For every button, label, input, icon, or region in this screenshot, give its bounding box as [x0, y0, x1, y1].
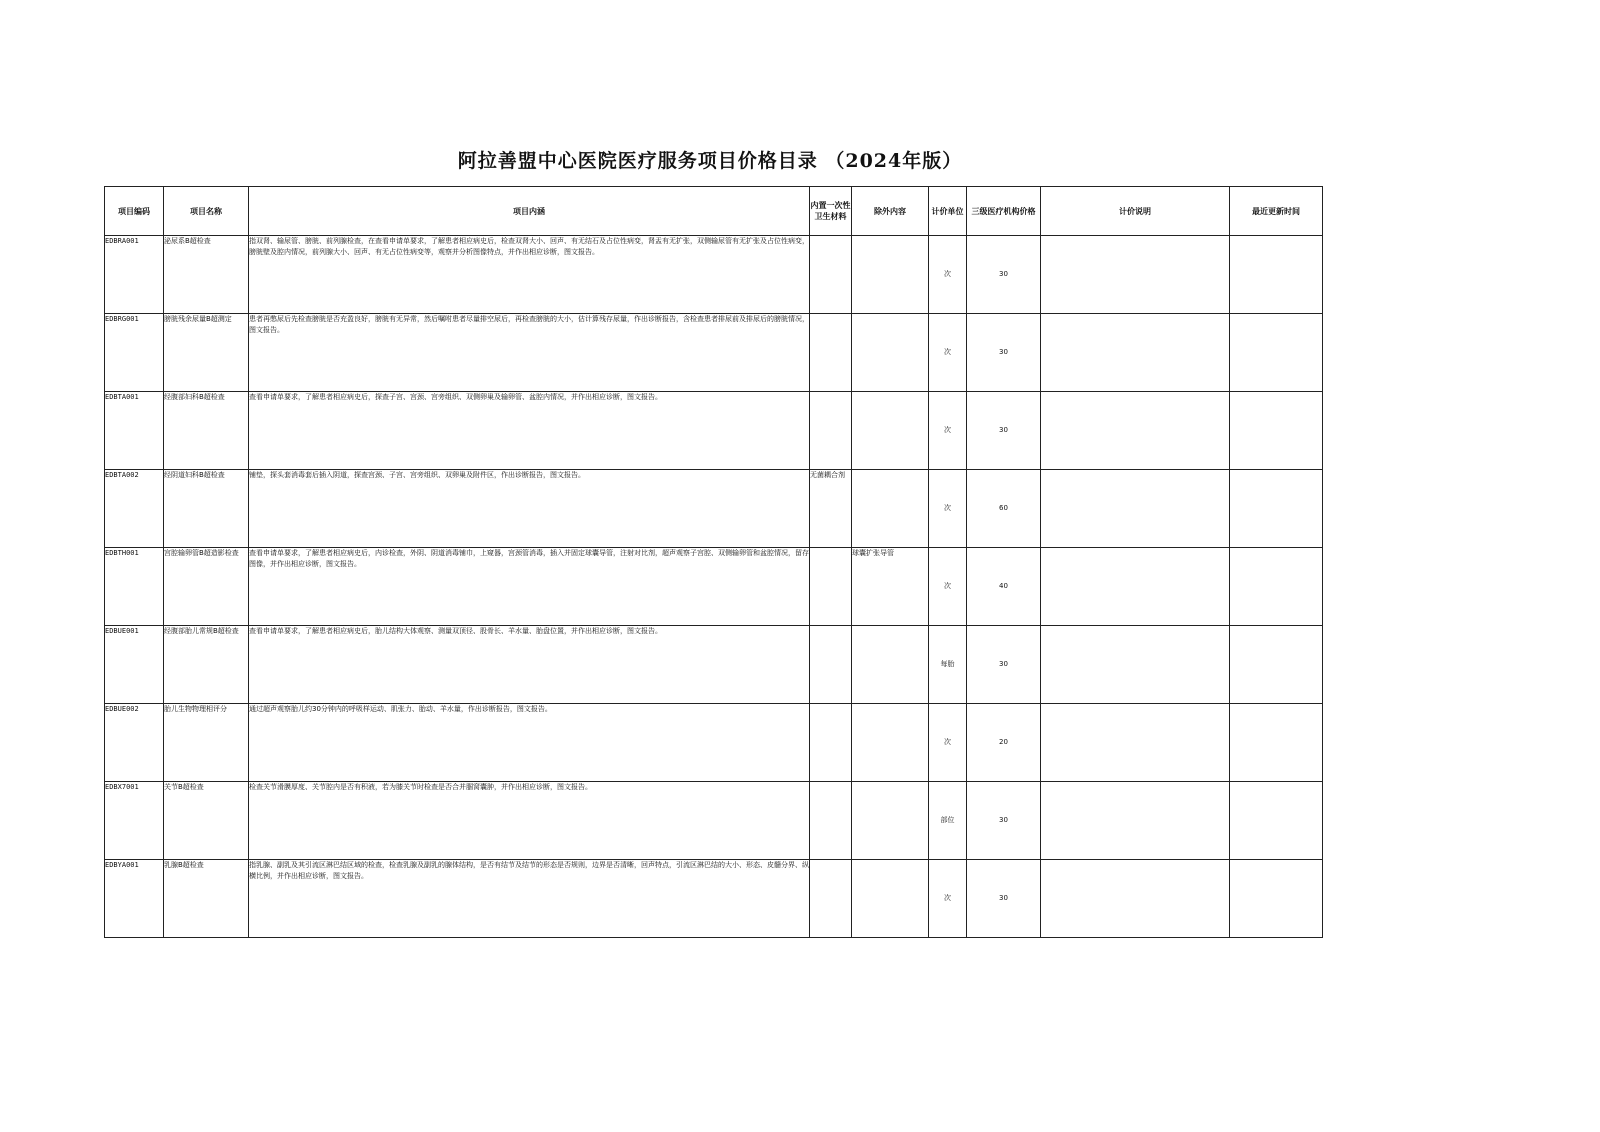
cell-content: 通过超声观察胎儿约30分钟内的呼吸样运动、肌张力、胎动、羊水量，作出诊断报告，图文报告。 — [249, 704, 810, 782]
price-table — [104, 186, 1323, 938]
cell-except — [852, 704, 929, 782]
cell-unit: 次 — [929, 314, 967, 392]
cell-code: EDBRA001 — [105, 236, 164, 314]
page-title: 阿拉善盟中心医院医疗服务项目价格目录 （2024年版） — [457, 150, 963, 172]
cell-content: 查看申请单要求，了解患者相应病史后，内诊检查，外阴、阴道消毒铺巾，上窥器，宫颈管消毒，插入并固定球囊导管，注射对比剂，超声观察子宫腔、双侧输卵管和盆腔情况，留存图像，并作出相应诊断，图文报告。 — [249, 548, 810, 626]
cell-content: 指双肾、输尿管、膀胱、前列腺检查，在查看申请单要求，了解患者相应病史后，检查双肾大小、回声、有无结石及占位性病变，肾盂有无扩张，双侧输尿管有无扩张及占位性病变，膀胱壁及腔内情况，前列腺大小、回声、有无占位性病变等，观察并分析图像特点，并作出相应诊断，图文报告。 — [249, 236, 810, 314]
cell-except — [852, 782, 929, 860]
cell-material — [810, 704, 852, 782]
table-row — [105, 236, 1323, 314]
header-except: 除外内容 — [852, 187, 929, 236]
cell-price: 30 — [967, 314, 1041, 392]
cell-unit: 次 — [929, 236, 967, 314]
cell-code: EDBTA001 — [105, 392, 164, 470]
cell-material: 无菌耦合剂 — [810, 470, 852, 548]
cell-note — [1041, 782, 1230, 860]
cell-name: 经腹部妇科B超检查 — [164, 392, 249, 470]
cell-note — [1041, 626, 1230, 704]
table-row — [105, 782, 1323, 860]
cell-updated — [1230, 704, 1323, 782]
cell-content: 查看申请单要求，了解患者相应病史后，探查子宫、宫颈、宫旁组织、双侧卵巢及输卵管、盆腔内情况，并作出相应诊断，图文报告。 — [249, 392, 810, 470]
cell-material — [810, 392, 852, 470]
cell-name: 关节B超检查 — [164, 782, 249, 860]
cell-note — [1041, 392, 1230, 470]
cell-material — [810, 236, 852, 314]
table-row — [105, 392, 1323, 470]
cell-except — [852, 236, 929, 314]
cell-material — [810, 860, 852, 938]
cell-except — [852, 626, 929, 704]
cell-content: 检查关节滑膜厚度、关节腔内是否有积液，若为膝关节时检查是否合并腘窝囊肿，并作出相应诊断，图文报告。 — [249, 782, 810, 860]
cell-code: EDBTA002 — [105, 470, 164, 548]
cell-content: 查看申请单要求，了解患者相应病史后，胎儿结构大体观察、测量双顶径、股骨长、羊水量、胎盘位置，并作出相应诊断，图文报告。 — [249, 626, 810, 704]
cell-unit: 部位 — [929, 782, 967, 860]
cell-material — [810, 626, 852, 704]
cell-updated — [1230, 548, 1323, 626]
cell-note — [1041, 548, 1230, 626]
cell-code: EDBRG001 — [105, 314, 164, 392]
cell-code: EDBTH001 — [105, 548, 164, 626]
cell-name: 膀胱残余尿量B超测定 — [164, 314, 249, 392]
cell-price: 60 — [967, 470, 1041, 548]
cell-updated — [1230, 470, 1323, 548]
table-row — [105, 314, 1323, 392]
cell-updated — [1230, 860, 1323, 938]
cell-except: 球囊扩张导管 — [852, 548, 929, 626]
cell-code: EDBUE002 — [105, 704, 164, 782]
cell-note — [1041, 314, 1230, 392]
cell-name: 乳腺B超检查 — [164, 860, 249, 938]
header-note: 计价说明 — [1041, 187, 1230, 236]
cell-content: 患者再憋尿后先检查膀胱是否充盈良好，膀胱有无异常，然后嘱咐患者尽量排空尿后，再检查膀胱的大小，估计算残存尿量，作出诊断报告，含检查患者排尿前及排尿后的膀胱情况，图文报告。 — [249, 314, 810, 392]
cell-unit: 次 — [929, 470, 967, 548]
cell-name: 经腹部胎儿常规B超检查 — [164, 626, 249, 704]
cell-price: 30 — [967, 860, 1041, 938]
table-row — [105, 548, 1323, 626]
cell-price: 30 — [967, 392, 1041, 470]
cell-code: EDBUE001 — [105, 626, 164, 704]
cell-price: 20 — [967, 704, 1041, 782]
cell-name: 胎儿生物物理相评分 — [164, 704, 249, 782]
cell-material — [810, 782, 852, 860]
header-unit: 计价单位 — [929, 187, 967, 236]
cell-note — [1041, 470, 1230, 548]
cell-except — [852, 470, 929, 548]
cell-except — [852, 392, 929, 470]
cell-updated — [1230, 314, 1323, 392]
cell-unit: 每胎 — [929, 626, 967, 704]
cell-price: 40 — [967, 548, 1041, 626]
cell-name: 宫腔输卵管B超造影检查 — [164, 548, 249, 626]
header-content: 项目内涵 — [249, 187, 810, 236]
table-row — [105, 860, 1323, 938]
header-code: 项目编码 — [105, 187, 164, 236]
header-price: 三级医疗机构价格 — [967, 187, 1041, 236]
cell-material — [810, 548, 852, 626]
cell-updated — [1230, 392, 1323, 470]
cell-unit: 次 — [929, 548, 967, 626]
header-material: 内置一次性卫生材料 — [810, 187, 852, 236]
cell-content: 铺垫，探头套消毒套后插入阴道，探查宫颈、子宫、宫旁组织、双卵巢及附件区，作出诊断报告，图文报告。 — [249, 470, 810, 548]
cell-except — [852, 314, 929, 392]
cell-note — [1041, 860, 1230, 938]
cell-material — [810, 314, 852, 392]
table-header-row — [105, 187, 1323, 236]
cell-price: 30 — [967, 782, 1041, 860]
cell-unit: 次 — [929, 704, 967, 782]
cell-updated — [1230, 782, 1323, 860]
cell-name: 泌尿系B超检查 — [164, 236, 249, 314]
header-updated: 最近更新时间 — [1230, 187, 1323, 236]
cell-note — [1041, 704, 1230, 782]
cell-updated — [1230, 626, 1323, 704]
header-name: 项目名称 — [164, 187, 249, 236]
cell-unit: 次 — [929, 860, 967, 938]
table-row — [105, 470, 1323, 548]
cell-code: EDBYA001 — [105, 860, 164, 938]
table-row — [105, 626, 1323, 704]
cell-name: 经阴道妇科B超检查 — [164, 470, 249, 548]
cell-note — [1041, 236, 1230, 314]
cell-content: 指乳腺、副乳及其引流区淋巴结区域的检查，检查乳腺及副乳的腺体结构，是否有结节及结节的形态是否规则，边界是否清晰，回声特点，引流区淋巴结的大小、形态、皮髓分界、纵横比例，并作出相应诊断，图文报告。 — [249, 860, 810, 938]
cell-except — [852, 860, 929, 938]
cell-updated — [1230, 236, 1323, 314]
cell-unit: 次 — [929, 392, 967, 470]
cell-code: EDBX7001 — [105, 782, 164, 860]
cell-price: 30 — [967, 626, 1041, 704]
table-row — [105, 704, 1323, 782]
cell-price: 30 — [967, 236, 1041, 314]
